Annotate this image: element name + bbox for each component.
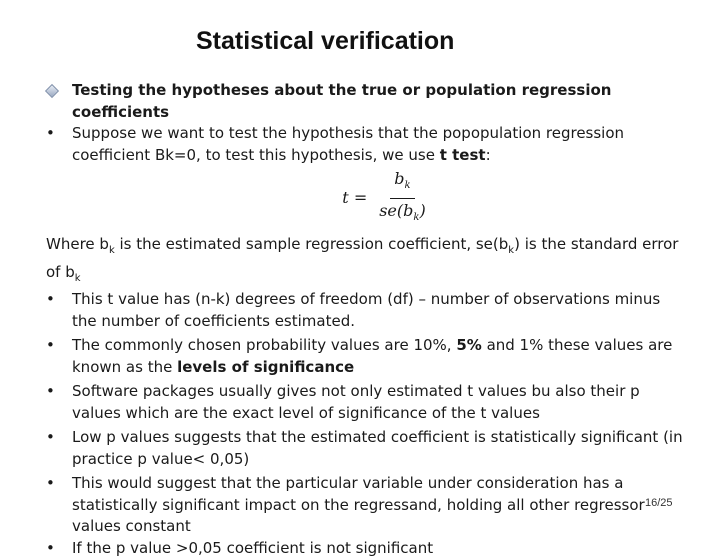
t-test-text: t test xyxy=(439,145,486,164)
software-text: Software packages usually gives not only estimated t values bu also their p values which are the exact level of significance of the t values xyxy=(72,382,640,422)
suggest-text: This would suggest that the particular variable under consideration has a statistically significant impact on the regressand, holding all other regressor values constant xyxy=(72,474,645,536)
formula-fraction xyxy=(375,168,429,228)
list-item-probability: • The commonly chosen probability values are 10%, 5% and 1% these values are known as the levels of significance xyxy=(46,336,673,376)
where-text: Where $b_k$ is the estimated sample regression coefficient, $se(b_k)$ is the standard error of $b_k$ xyxy=(46,235,679,284)
diamond-bullet-icon xyxy=(45,84,59,98)
formula-numerator: $b_k$ xyxy=(390,168,414,199)
not-significant-text: If the p value >0,05 coefficient is not significant xyxy=(72,538,434,557)
list-item-heading xyxy=(46,80,686,123)
list-item-suppose xyxy=(46,123,686,166)
low-p-text: Low p values suggests that the estimated coefficient is statistically significant (in practice p value< 0,05) xyxy=(72,428,683,468)
t-formula xyxy=(46,168,686,228)
suppose-end: : xyxy=(485,145,491,164)
list-item-not-significant xyxy=(46,538,686,559)
formula-denominator: $se(b_k)$ xyxy=(379,200,426,223)
bullet-icon: • xyxy=(46,538,55,557)
page-number: 16/25 xyxy=(645,497,673,509)
list-item-low-p xyxy=(46,427,686,470)
formula-lhs: t = xyxy=(342,188,368,208)
suppose-text: Suppose we want to test the hypothesis that the popopulation regression coefficient Bk=0, to test this hypothesis, we use xyxy=(72,124,625,164)
slide-content xyxy=(46,80,686,559)
list-item-df xyxy=(46,289,686,332)
bullet-icon: • xyxy=(46,336,55,355)
bullet-icon: • xyxy=(46,290,55,309)
bullet-icon: • xyxy=(46,474,55,493)
slide-title: Statistical verification xyxy=(196,27,455,55)
list-item-software xyxy=(46,381,686,424)
df-text: This t value has (n-k) degrees of freedom (df) – number of observations minus the number of coefficients estimated. xyxy=(72,290,661,330)
list-item-suggest xyxy=(46,473,686,538)
heading-text: Testing the hypotheses about the true or population regression coefficients xyxy=(72,81,612,121)
bullet-icon: • xyxy=(46,382,55,401)
bullet-icon: • xyxy=(46,124,55,142)
bullet-icon: • xyxy=(46,428,55,447)
